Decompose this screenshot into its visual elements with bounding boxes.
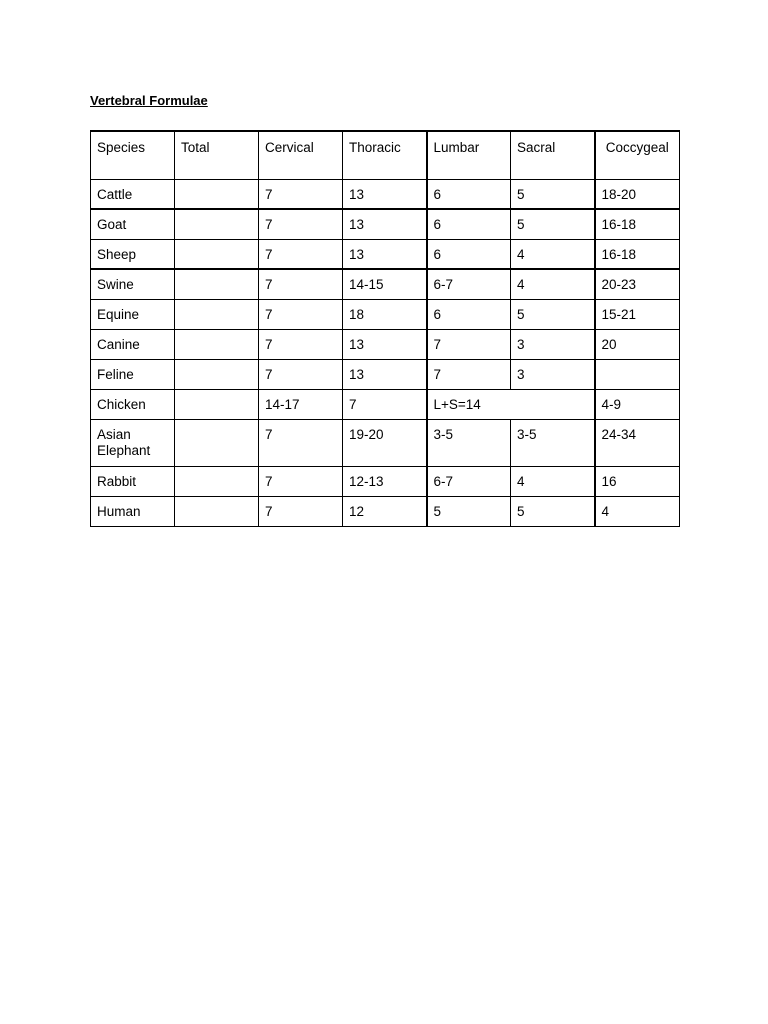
table-row [91, 239, 680, 269]
cell-species: Cattle [91, 179, 175, 209]
cell-thoracic: 13 [343, 209, 427, 239]
header-total: Total [175, 131, 259, 179]
table-row [91, 389, 680, 419]
species-line: Asian [97, 426, 131, 442]
cell-lumbar: 5 [427, 496, 511, 526]
cell-cervical: 7 [259, 496, 343, 526]
cell-thoracic: 13 [343, 359, 427, 389]
cell-total [175, 209, 259, 239]
cell-cervical: 7 [259, 299, 343, 329]
cell-coccygeal: 20-23 [595, 269, 680, 299]
cell-total [175, 359, 259, 389]
cell-sacral: 4 [511, 466, 595, 496]
cell-lumbar: 7 [427, 329, 511, 359]
cell-coccygeal: 4-9 [595, 389, 680, 419]
table-header-row [91, 131, 680, 179]
cell-species: Feline [91, 359, 175, 389]
cell-species: Equine [91, 299, 175, 329]
cell-total [175, 269, 259, 299]
cell-coccygeal: 4 [595, 496, 680, 526]
table-row [91, 269, 680, 299]
table-row [91, 329, 680, 359]
cell-species: Sheep [91, 239, 175, 269]
cell-total [175, 419, 259, 466]
cell-total [175, 329, 259, 359]
cell-total [175, 389, 259, 419]
cell-thoracic: 19-20 [343, 419, 427, 466]
cell-lumbar: 6-7 [427, 269, 511, 299]
cell-total [175, 179, 259, 209]
cell-thoracic: 13 [343, 329, 427, 359]
cell-coccygeal: 16-18 [595, 209, 680, 239]
cell-lumbar: 3-5 [427, 419, 511, 466]
header-sacral: Sacral [511, 131, 595, 179]
cell-cervical: 7 [259, 359, 343, 389]
cell-thoracic: 14-15 [343, 269, 427, 299]
cell-sacral: 5 [511, 299, 595, 329]
cell-thoracic: 12 [343, 496, 427, 526]
cell-lumbar: 6 [427, 299, 511, 329]
cell-cervical: 7 [259, 466, 343, 496]
cell-cervical: 7 [259, 329, 343, 359]
cell-species: Chicken [91, 389, 175, 419]
table-row [91, 299, 680, 329]
cell-species [91, 419, 175, 466]
cell-lumbar-sacral: L+S=14 [427, 389, 595, 419]
cell-sacral: 3 [511, 329, 595, 359]
header-species: Species [91, 131, 175, 179]
table-row [91, 179, 680, 209]
cell-coccygeal: 20 [595, 329, 680, 359]
cell-sacral: 5 [511, 179, 595, 209]
cell-species: Swine [91, 269, 175, 299]
header-cervical: Cervical [259, 131, 343, 179]
cell-species: Human [91, 496, 175, 526]
cell-cervical: 7 [259, 209, 343, 239]
cell-total [175, 239, 259, 269]
cell-total [175, 299, 259, 329]
cell-cervical: 7 [259, 269, 343, 299]
table-row [91, 496, 680, 526]
cell-species: Goat [91, 209, 175, 239]
cell-thoracic: 7 [343, 389, 427, 419]
header-thoracic: Thoracic [343, 131, 427, 179]
cell-coccygeal: 16 [595, 466, 680, 496]
cell-coccygeal: 15-21 [595, 299, 680, 329]
vertebral-formulae-table [90, 130, 680, 527]
cell-lumbar: 6 [427, 239, 511, 269]
cell-total [175, 496, 259, 526]
page-title: Vertebral Formulae [90, 93, 208, 108]
cell-thoracic: 13 [343, 239, 427, 269]
cell-lumbar: 6-7 [427, 466, 511, 496]
species-line: Elephant [97, 442, 151, 458]
header-coccygeal: Coccygeal [595, 131, 680, 179]
cell-cervical: 7 [259, 179, 343, 209]
cell-coccygeal: 24-34 [595, 419, 680, 466]
cell-lumbar: 7 [427, 359, 511, 389]
header-lumbar: Lumbar [427, 131, 511, 179]
cell-cervical: 7 [259, 239, 343, 269]
cell-thoracic: 18 [343, 299, 427, 329]
cell-sacral: 3 [511, 359, 595, 389]
cell-total [175, 466, 259, 496]
cell-cervical: 7 [259, 419, 343, 466]
table-row [91, 466, 680, 496]
cell-thoracic: 12-13 [343, 466, 427, 496]
cell-sacral: 4 [511, 269, 595, 299]
cell-cervical: 14-17 [259, 389, 343, 419]
table-row [91, 419, 680, 466]
cell-species: Rabbit [91, 466, 175, 496]
cell-lumbar: 6 [427, 179, 511, 209]
cell-thoracic: 13 [343, 179, 427, 209]
cell-coccygeal: 18-20 [595, 179, 680, 209]
cell-lumbar: 6 [427, 209, 511, 239]
cell-sacral: 4 [511, 239, 595, 269]
table-row [91, 359, 680, 389]
cell-coccygeal: 16-18 [595, 239, 680, 269]
cell-species: Canine [91, 329, 175, 359]
cell-sacral: 5 [511, 496, 595, 526]
cell-sacral: 5 [511, 209, 595, 239]
table-row [91, 209, 680, 239]
cell-sacral: 3-5 [511, 419, 595, 466]
cell-coccygeal [595, 359, 680, 389]
